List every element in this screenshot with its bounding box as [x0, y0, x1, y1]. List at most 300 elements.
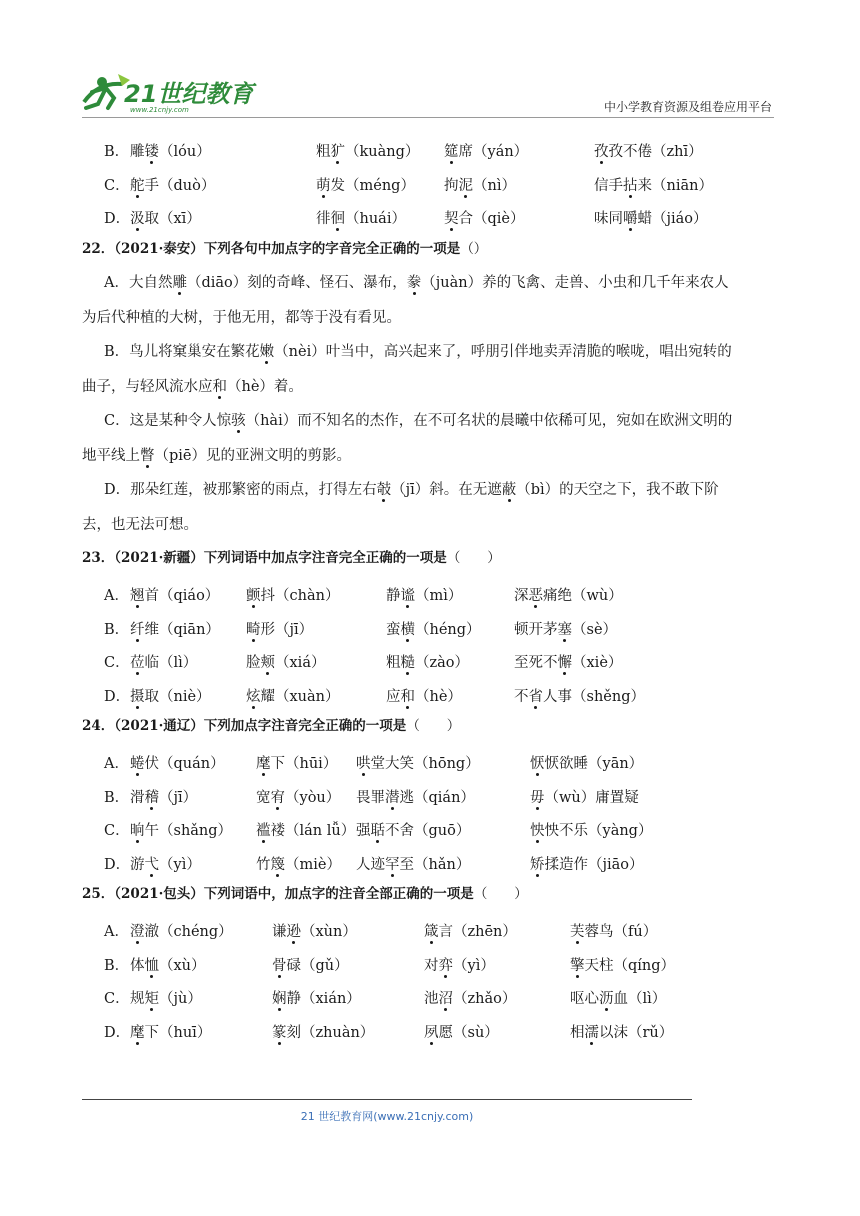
word-character: 人	[543, 688, 558, 705]
word-character: 徘	[316, 211, 331, 228]
dotted-character: 恤	[144, 957, 159, 974]
dotted-character: 蜷	[130, 755, 145, 772]
q23-options	[0, 576, 860, 710]
option-word	[514, 651, 622, 672]
pinyin: （wù）	[572, 587, 623, 604]
paragraph-line	[0, 266, 860, 301]
sentence-text: （piē）见的亚洲文明的剪影。	[154, 447, 351, 464]
pinyin: （yòu）	[285, 789, 341, 806]
word-character: 呕	[570, 991, 585, 1008]
pinyin: （jī）	[275, 621, 314, 638]
option-row	[0, 845, 860, 879]
pinyin: （niè）	[159, 688, 211, 705]
pinyin: （qiè）	[473, 211, 525, 228]
word-character: 愿	[438, 1024, 453, 1041]
word-character: 手	[144, 177, 159, 194]
option-word	[130, 853, 201, 874]
dotted-character: 逊	[286, 923, 301, 940]
option-word	[130, 987, 202, 1008]
sentence-text: C．这是某种令人惊	[104, 413, 232, 430]
word-character: 深	[514, 587, 529, 604]
pinyin: （yì）	[453, 957, 495, 974]
pinyin: （yì）	[159, 856, 201, 873]
word-character: 畏	[356, 789, 371, 806]
dotted-character: 萌	[316, 177, 331, 194]
dotted-character: 攲	[376, 482, 392, 499]
dotted-character: 罕	[385, 856, 400, 873]
word-character: 孜	[608, 144, 623, 160]
word-character: 蜡	[637, 211, 652, 228]
word-character: 沫	[613, 1024, 628, 1041]
pinyin: （miè）	[285, 856, 341, 873]
q23-title	[0, 542, 860, 576]
option-word	[130, 618, 220, 639]
word-character: 罪	[370, 789, 385, 806]
dotted-character: 篾	[270, 856, 285, 873]
option-word	[424, 920, 517, 941]
option-word	[272, 920, 357, 941]
dotted-character: 畸	[246, 621, 261, 638]
word-character: 池	[424, 991, 439, 1008]
q24-options	[0, 744, 860, 878]
word-character: 静	[286, 991, 301, 1008]
dotted-character: 澄	[130, 923, 145, 940]
option-word	[530, 853, 644, 874]
pinyin: （hūi）	[285, 755, 338, 772]
sentence-text: A．大自然	[104, 275, 173, 292]
dotted-character: 摄	[130, 688, 145, 705]
dotted-character: 泥	[458, 177, 473, 194]
option-word	[272, 1021, 374, 1042]
word-character: 舍	[399, 823, 414, 840]
q25-answer-paren: （ ）	[473, 886, 528, 903]
pinyin: （quán）	[159, 755, 225, 772]
pinyin: （xùn）	[301, 923, 357, 940]
word-character: 欲	[559, 755, 574, 772]
sentence-text: B．鸟儿将窠巢安在繁花	[104, 344, 260, 361]
word-character: 怏	[544, 823, 559, 840]
paragraph-line	[0, 473, 860, 508]
dotted-character: 和	[400, 688, 415, 705]
dotted-character: 豢	[406, 275, 422, 292]
word-character: 刻	[286, 1024, 301, 1041]
dotted-character: 矩	[144, 991, 159, 1008]
option-word	[386, 685, 462, 706]
q23-title-text: 23．（2021·新疆）下列词语中加点字注音完全正确的一项是	[82, 550, 447, 567]
word-character: 下	[144, 1024, 159, 1041]
question-content	[0, 132, 860, 1046]
paragraph-line	[0, 404, 860, 439]
pinyin: （héng）	[415, 621, 481, 638]
option-word	[444, 207, 525, 228]
q25-title	[0, 878, 860, 912]
dotted-character: 懈	[557, 655, 572, 672]
q25-options	[0, 912, 860, 1046]
option-word	[356, 853, 470, 874]
dotted-character: 夙	[424, 1024, 439, 1041]
option-word	[530, 786, 639, 807]
option-row	[0, 744, 860, 778]
option-word	[130, 920, 233, 941]
option-word	[594, 174, 713, 195]
option-row	[0, 199, 860, 233]
word-character: 不	[385, 823, 400, 840]
option-letter: C．	[104, 991, 130, 1008]
pinyin: （shǎng）	[159, 823, 233, 840]
option-letter: D．	[104, 1024, 131, 1041]
dotted-character: 娴	[272, 991, 287, 1008]
dotted-character: 孜	[594, 144, 609, 160]
paragraph-line	[0, 370, 860, 405]
pinyin: （zhǎo）	[453, 991, 517, 1008]
word-character: 取	[144, 211, 159, 228]
header-divider	[82, 117, 774, 118]
word-character: 规	[130, 991, 145, 1008]
q22-answer-paren: （）	[460, 240, 488, 257]
pinyin: （zào）	[415, 655, 470, 672]
word-character: 体	[130, 957, 145, 974]
word-character: 蓉	[584, 923, 599, 940]
word-character: 味	[594, 211, 609, 228]
option-word	[130, 954, 206, 975]
dotted-character: 宥	[270, 789, 285, 806]
pinyin: （lì）	[628, 991, 667, 1008]
pinyin: （xù）	[159, 957, 206, 974]
option-row	[0, 166, 860, 200]
word-character: 形	[260, 621, 275, 638]
dotted-character: 翘	[130, 587, 145, 604]
option-word	[256, 752, 337, 773]
word-character: 茅	[543, 621, 558, 638]
word-character: 逃	[399, 789, 414, 806]
logo-text: 21世纪教育	[124, 80, 254, 108]
option-word	[514, 584, 623, 605]
option-word	[356, 819, 470, 840]
option-letter: B．	[104, 621, 130, 638]
dotted-character: 怏	[530, 823, 545, 840]
option-row	[0, 1013, 860, 1047]
word-character: 言	[438, 923, 453, 940]
word-character: 事	[557, 688, 572, 705]
option-letter: D．	[104, 688, 131, 705]
dotted-character: 横	[400, 621, 415, 638]
word-character: 心	[584, 991, 599, 1008]
dotted-character: 濡	[584, 1024, 599, 1041]
word-character: 大	[385, 755, 400, 772]
paragraph-line	[0, 439, 860, 474]
word-character: 天	[584, 957, 599, 974]
option-word	[356, 752, 480, 773]
option-word	[570, 954, 675, 975]
dotted-character: 镂	[144, 144, 159, 160]
sentence-text: 地平线上	[82, 447, 140, 464]
dotted-character: 瞥	[140, 447, 155, 464]
dotted-character: 嚼	[623, 211, 638, 228]
option-letter: C．	[104, 655, 130, 672]
pinyin: （hè）	[415, 688, 462, 705]
footer-divider	[82, 1099, 692, 1100]
word-character: 至	[399, 856, 414, 873]
q23-answer-paren: （ ）	[446, 550, 501, 567]
option-word	[570, 920, 657, 941]
dotted-character: 晌	[130, 823, 145, 840]
option-word	[246, 618, 313, 639]
word-character: 席	[458, 144, 473, 160]
dotted-character: 聒	[370, 823, 385, 840]
word-character: 竹	[256, 856, 271, 873]
option-word	[130, 1021, 211, 1042]
word-character: 睡	[573, 755, 588, 772]
q24-answer-paren: （ ）	[406, 718, 461, 735]
dotted-character: 沼	[438, 991, 453, 1008]
word-character: 粗	[316, 144, 331, 160]
pinyin: （yān）	[588, 755, 644, 772]
word-character: 同	[608, 211, 623, 228]
pinyin: （chéng）	[159, 923, 233, 940]
pinyin: （jù）	[159, 991, 202, 1008]
word-character: 碌	[286, 957, 301, 974]
word-character: 开	[528, 621, 543, 638]
word-character: 发	[330, 177, 345, 194]
word-character: 拘	[444, 177, 459, 194]
word-character: 绝	[557, 587, 572, 604]
paragraph-line	[0, 508, 860, 543]
word-character: 取	[144, 688, 159, 705]
dotted-character: 潜	[385, 789, 400, 806]
dotted-character: 徊	[330, 211, 345, 228]
sentence-text: （nèi）叶当中，高兴起来了，呼朋引伴地卖弄清脆的喉咙，唱出宛转的	[274, 344, 732, 361]
pinyin: （lán lǚ）	[285, 823, 356, 840]
option-row	[0, 610, 860, 644]
logo-url: www.21cnjy.com	[130, 106, 189, 114]
option-row	[0, 643, 860, 677]
word-character: 伏	[144, 755, 159, 772]
dotted-character: 颊	[260, 655, 275, 672]
word-character: 倦	[637, 144, 652, 160]
sentence-text: 曲子，与轻风流水应	[82, 378, 213, 395]
pinyin: （huī）	[159, 1024, 212, 1041]
word-character: 来	[637, 177, 652, 194]
option-word	[424, 1021, 499, 1042]
word-character: 不	[623, 144, 638, 160]
pinyin: （sè）	[572, 621, 618, 638]
word-character: 血	[613, 991, 628, 1008]
option-word	[256, 819, 355, 840]
word-character: 脸	[246, 655, 261, 672]
word-character: 蛮	[386, 621, 401, 638]
platform-name: 中小学教育资源及组卷应用平台	[603, 100, 772, 114]
word-character: 静	[386, 587, 401, 604]
page-header	[0, 0, 860, 130]
pinyin: （xuàn）	[275, 688, 340, 705]
option-word	[386, 618, 481, 639]
pinyin: （qíng）	[613, 957, 676, 974]
dotted-character: 篆	[272, 1024, 287, 1041]
q24-title-text: 24．（2021·通辽）下列加点字注音完全正确的一项是	[82, 718, 407, 735]
pinyin: （xiá）	[275, 655, 326, 672]
option-word	[130, 752, 225, 773]
dotted-character: 糙	[400, 655, 415, 672]
pinyin: （xiè）	[572, 655, 623, 672]
option-word	[316, 140, 419, 161]
option-word	[570, 987, 666, 1008]
dotted-character: 擎	[570, 957, 585, 974]
q22-title-text: 22．（2021·泰安）下列各句中加点字的字音完全正确的一项是	[82, 240, 461, 257]
pinyin: （shěng）	[572, 688, 645, 705]
pinyin: （qiān）	[159, 621, 220, 638]
option-letter: B．	[104, 789, 130, 806]
sentence-text: （jī）斜。在无遮	[391, 482, 502, 499]
option-word	[386, 651, 469, 672]
word-character: 以	[599, 1024, 614, 1041]
dotted-character: 颤	[246, 587, 261, 604]
option-word	[514, 685, 645, 706]
sentence-text: （hài）而不知名的杰作，在不可名状的晨曦中依稀可见，宛如在欧洲文明的	[245, 413, 733, 430]
dotted-character: 雕	[172, 275, 187, 292]
option-word	[130, 174, 215, 195]
dotted-character: 骇	[231, 413, 246, 430]
option-row	[0, 811, 860, 845]
option-word	[424, 987, 516, 1008]
word-character: 临	[144, 655, 159, 672]
word-character: 人	[356, 856, 371, 873]
word-character: 下	[270, 755, 285, 772]
dotted-character: 矫	[530, 856, 545, 873]
option-word	[130, 584, 219, 605]
option-word	[256, 786, 340, 807]
brand-logo	[78, 68, 268, 114]
sentence-text: 为后代种植的大树，于他无用，都等于没有看见。	[82, 309, 401, 326]
dotted-character: 纤	[130, 621, 145, 638]
word-character: 恹	[544, 755, 559, 772]
word-character: 迹	[370, 856, 385, 873]
pinyin: （jiāo）	[588, 856, 644, 873]
word-character: 笑	[399, 755, 414, 772]
dotted-character: 恹	[530, 755, 545, 772]
pinyin: （sù）	[453, 1024, 499, 1041]
pinyin: （lóu）	[159, 144, 211, 160]
dotted-character: 芙	[570, 923, 585, 940]
pinyin: （mì）	[415, 587, 463, 604]
option-word	[130, 786, 197, 807]
option-letter: B．	[104, 144, 130, 160]
word-character: 谦	[272, 923, 287, 940]
pinyin: （jī）	[159, 789, 198, 806]
option-row	[0, 946, 860, 980]
option-word	[316, 174, 415, 195]
word-character: 褛	[270, 823, 285, 840]
option-word	[130, 207, 201, 228]
word-character: 造	[559, 856, 574, 873]
option-word	[246, 651, 325, 672]
pinyin: （fú）	[613, 923, 658, 940]
paragraph-line	[0, 335, 860, 370]
dotted-character: 麾	[130, 1024, 145, 1041]
word-character: 至	[514, 655, 529, 672]
pinyin: （hǎn）	[414, 856, 471, 873]
option-word	[356, 786, 475, 807]
pinyin: （méng）	[345, 177, 415, 194]
dotted-character: 契	[444, 211, 459, 228]
q22-options	[0, 266, 860, 542]
option-word	[246, 584, 339, 605]
pinyin: （xián）	[301, 991, 361, 1008]
dotted-character: 箴	[424, 923, 439, 940]
option-word	[594, 207, 708, 228]
pinyin: （rǔ）	[628, 1024, 674, 1041]
dotted-character: 舵	[130, 177, 145, 194]
dotted-character: 弈	[438, 957, 453, 974]
pinyin: （guō）	[414, 823, 471, 840]
pinyin: （hōng）	[414, 755, 480, 772]
word-character: 信	[594, 177, 609, 194]
option-letter: D．	[104, 856, 131, 873]
word-character: 对	[424, 957, 439, 974]
option-word	[530, 752, 643, 773]
pinyin: （wù）庸置疑	[544, 789, 639, 806]
option-word	[130, 819, 232, 840]
q25-title-text: 25．（2021·包头）下列词语中，加点字的注音全部正确的一项是	[82, 886, 474, 903]
dotted-character: 蔽	[501, 482, 517, 499]
word-character: 合	[458, 211, 473, 228]
pinyin: （lì）	[159, 655, 198, 672]
option-word	[530, 819, 652, 840]
option-word	[130, 651, 197, 672]
word-character: 柱	[599, 957, 614, 974]
word-character: 揉	[544, 856, 559, 873]
dotted-character: 筵	[444, 144, 459, 160]
word-character: 耀	[260, 688, 275, 705]
option-letter: A．	[104, 587, 129, 604]
option-word	[130, 685, 211, 706]
dotted-character: 沥	[599, 991, 614, 1008]
word-character: 乐	[573, 823, 588, 840]
option-letter: A．	[104, 923, 129, 940]
option-word	[424, 954, 495, 975]
pinyin: （zhēn）	[453, 923, 517, 940]
option-letter: D．	[104, 211, 131, 228]
pinyin: （nì）	[473, 177, 516, 194]
option-word	[130, 140, 211, 161]
word-character: 应	[386, 688, 401, 705]
dotted-character: 褴	[256, 823, 271, 840]
dotted-character: 骨	[272, 957, 287, 974]
dotted-character: 哄	[356, 755, 371, 772]
word-character: 堂	[370, 755, 385, 772]
dotted-character: 莅	[130, 655, 145, 672]
word-character: 痛	[543, 587, 558, 604]
sentence-text: （hè）着。	[227, 378, 303, 395]
word-character: 不	[559, 823, 574, 840]
pinyin: （qiáo）	[159, 587, 220, 604]
pinyin: （duò）	[159, 177, 216, 194]
dotted-character: 谧	[400, 587, 415, 604]
word-character: 粗	[386, 655, 401, 672]
pinyin: （niān）	[652, 177, 713, 194]
dotted-character: 毋	[530, 789, 545, 806]
word-character: 鸟	[599, 923, 614, 940]
word-character: 不	[543, 655, 558, 672]
word-character: 抖	[260, 587, 275, 604]
word-character: 作	[573, 856, 588, 873]
option-word	[444, 140, 528, 161]
footer-site: 21 世纪教育网(www.21cnjy.com)	[300, 1110, 474, 1123]
option-word	[386, 584, 462, 605]
pinyin: （yán）	[473, 144, 529, 160]
pinyin: （yàng）	[588, 823, 653, 840]
word-character: 澈	[144, 923, 159, 940]
dotted-character: 麾	[256, 755, 271, 772]
